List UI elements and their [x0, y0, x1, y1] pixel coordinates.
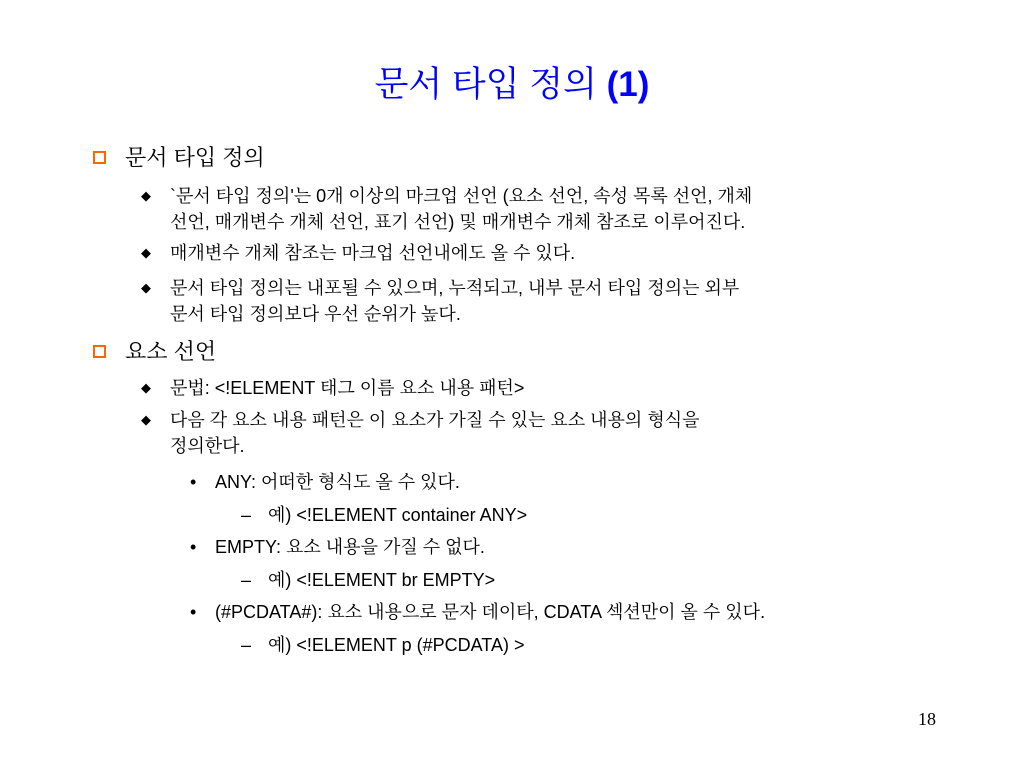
dtd-nesting-line2: 문서 타입 정의보다 우선 순위가 높다.: [170, 304, 461, 324]
dash-bullet-icon: –: [241, 635, 252, 655]
section-heading-element-declaration: 요소 선언: [125, 339, 217, 364]
diamond-bullet-icon: ◆: [141, 245, 151, 260]
slide-title: [0, 62, 1024, 108]
section-heading-dtd: 문서 타입 정의: [125, 145, 265, 170]
square-bullet-icon: [93, 345, 106, 358]
dot-bullet-icon: •: [190, 537, 197, 557]
page-number: 18: [918, 709, 936, 729]
dtd-nesting-line1: 문서 타입 정의는 내포될 수 있으며, 누적되고, 내부 문서 타입 정의는 외부: [170, 278, 740, 298]
content-type-pcdata-example: 예) <!ELEMENT p (#PCDATA) >: [268, 635, 525, 655]
slide-title-number: (1): [606, 65, 650, 104]
diamond-bullet-icon: ◆: [141, 188, 151, 203]
content-pattern-desc-line1: 다음 각 요소 내용 패턴은 이 요소가 가질 수 있는 요소 내용의 형식을: [170, 410, 700, 430]
content-pattern-desc-line2: 정의한다.: [170, 436, 245, 456]
dash-bullet-icon: –: [241, 505, 252, 525]
content-type-pcdata: (#PCDATA#): 요소 내용으로 문자 데이타, CDATA 섹션만이 올 수 있다.: [215, 602, 766, 622]
content-type-any: ANY: 어떠한 형식도 올 수 있다.: [215, 472, 460, 492]
diamond-bullet-icon: ◆: [141, 280, 151, 295]
dtd-definition-line2: 선언, 매개변수 개체 선언, 표기 선언) 및 매개변수 개체 참조로 이루어진다.: [170, 212, 746, 232]
square-bullet-icon: [93, 151, 106, 164]
content-type-empty-example: 예) <!ELEMENT br EMPTY>: [268, 570, 496, 590]
content-type-any-example: 예) <!ELEMENT container ANY>: [268, 505, 528, 525]
dtd-definition-line1: `문서 타입 정의'는 0개 이상의 마크업 선언 (요소 선언, 속성 목록 선언, 개체: [170, 186, 753, 206]
content-type-empty: EMPTY: 요소 내용을 가질 수 없다.: [215, 537, 485, 557]
slide-title-text: 문서 타입 정의: [374, 65, 597, 104]
dot-bullet-icon: •: [190, 472, 197, 492]
dash-bullet-icon: –: [241, 570, 252, 590]
element-syntax: 문법: <!ELEMENT 태그 이름 요소 내용 패턴>: [170, 378, 525, 398]
dot-bullet-icon: •: [190, 602, 197, 622]
diamond-bullet-icon: ◆: [141, 380, 151, 395]
diamond-bullet-icon: ◆: [141, 412, 151, 427]
parameter-entity-note: 매개변수 개체 참조는 마크업 선언내에도 올 수 있다.: [170, 243, 576, 263]
